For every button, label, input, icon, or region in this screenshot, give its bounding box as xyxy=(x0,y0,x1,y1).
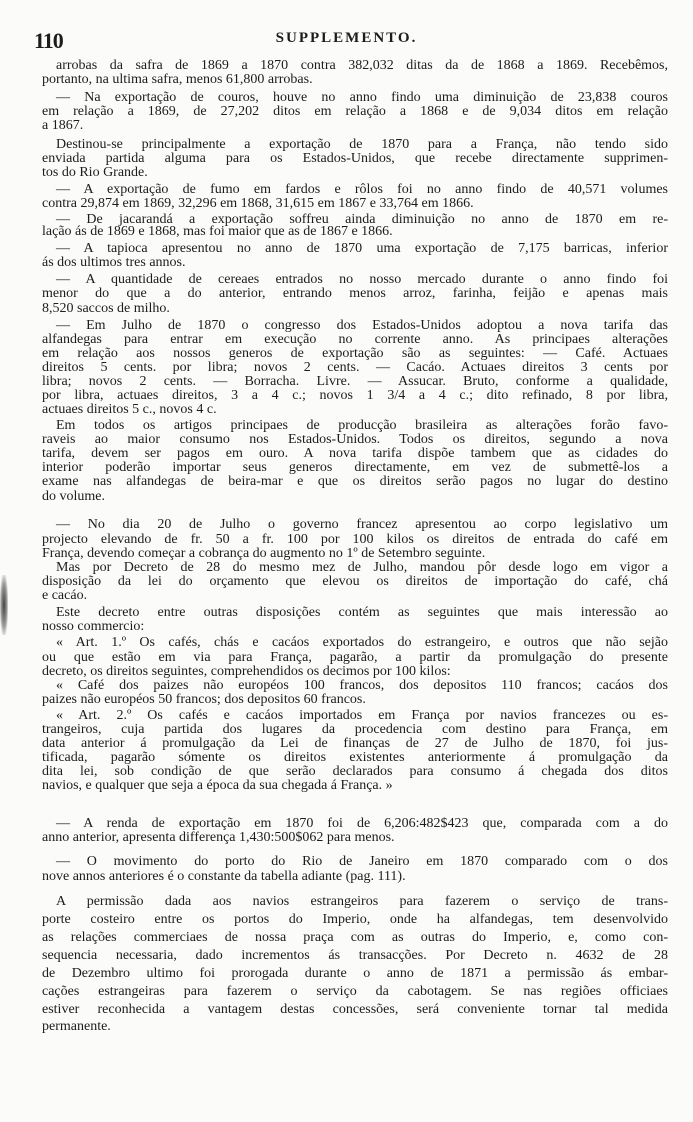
text-line xyxy=(42,984,668,1000)
line-text: — A renda de exportação em 1870 foi de 6,206:482$423 que, comparada com a do xyxy=(56,816,668,831)
line-text: « Café dos paizes não européos 100 francos, dos depositos 110 francos; cacáos dos xyxy=(56,678,668,693)
line-text: alfandegas para entrar em execução no corrente anno. As principaes alterações xyxy=(42,332,668,347)
text-line xyxy=(42,72,668,88)
line-text: e cacáo. xyxy=(42,588,88,603)
line-text: lação ás de 1869 e 1868, mas foi maior que as de 1867 e 1866. xyxy=(42,224,393,239)
text-line xyxy=(42,474,668,490)
line-text: 8,520 saccos de milho. xyxy=(42,301,170,316)
line-text: data anterior á promulgação da Lei de finanças de 27 de Julho de 1870, foi jus- xyxy=(42,736,668,751)
line-text: cações estrangeiras para fazerem o serviço da cabotagem. Se nas regiões officiaes xyxy=(42,984,668,999)
running-title: SUPPLEMENTO. xyxy=(275,30,418,46)
line-text: enviada partida alguma para os Estados-Unidos, que recebe directamente supprimen- xyxy=(42,151,668,166)
line-text: por libra, actuaes direitos, 3 a 4 c.; novos 1 3/4 a 4 c.; dito refinado, 8 por libra, xyxy=(42,388,668,403)
text-line xyxy=(42,165,668,181)
line-text: disposição da lei do orçamento que elevou os direitos de importação do café, chá xyxy=(42,574,668,589)
line-text: as relações commerciaes de nossa praça com as outras do Imperio, e, como con- xyxy=(42,930,668,945)
text-line xyxy=(42,489,668,505)
text-line xyxy=(42,966,668,982)
scan-smudge xyxy=(0,575,8,635)
text-line xyxy=(42,912,668,928)
line-text: nosso commercio: xyxy=(42,619,145,634)
line-text: direitos 5 cents. por libra; novos 2 cents. — Cacáo. Actuaes direitos 3 cents por xyxy=(42,360,668,375)
line-text: portanto, na ultima safra, menos 61,800 arrobas. xyxy=(42,72,313,87)
line-text: contra 29,874 em 1869, 32,296 em 1868, 31,615 em 1867 e 33,764 em 1866. xyxy=(42,196,474,211)
line-text: — A exportação de fumo em fardos e rôlos foi no anno findo de 40,571 volumes xyxy=(56,182,668,197)
line-text: a 1867. xyxy=(42,118,84,133)
text-line xyxy=(42,224,668,240)
text-line xyxy=(42,869,668,885)
line-text: — O movimento do porto do Rio de Janeiro em 1870 comparado com o dos xyxy=(56,854,668,869)
line-text: navios, e qualquer que seja a época da sua chegada á França. » xyxy=(42,778,393,793)
line-text: sequencia necessaria, dado incrementos ás transacções. Por Decreto n. 4632 de 28 xyxy=(42,948,668,963)
line-text: decreto, os direitos seguintes, comprehendidos os decimos por 100 kilos: xyxy=(42,664,451,679)
line-text: — De jacarandá a exportação soffreu ainda diminuição no anno de 1870 em re- xyxy=(56,212,668,227)
line-text: — Na exportação de couros, houve no anno findo uma diminuição de 23,838 couros xyxy=(56,90,668,105)
text-line xyxy=(42,1002,668,1018)
text-line xyxy=(42,778,668,794)
line-text: Mas por Decreto de 28 do mesmo mez de Julho, mandou pôr desde logo em vigor a xyxy=(56,560,668,575)
line-text: menor do que a do anterior, entrando menos arroz, farinha, feijão e apenas mais xyxy=(42,286,668,301)
line-text: tarifa, devem ser pagos em ouro. A nova tarifa dispõe tambem que as cidades do xyxy=(42,446,668,461)
text-line xyxy=(42,635,668,651)
line-text: projecto elevando de fr. 50 a fr. 100 por 100 kilos os direitos de entrada do café em xyxy=(42,532,668,547)
line-text: arrobas da safra de 1869 a 1870 contra 382,032 ditas da de 1868 a 1869. Recebêmos, xyxy=(56,58,668,73)
line-text: paizes não européos 50 francos; dos depositos 60 francos. xyxy=(42,692,366,707)
text-line xyxy=(42,588,668,604)
line-text: — A tapioca apresentou no anno de 1870 uma exportação de 7,175 barricas, inferior xyxy=(56,241,668,256)
text-line xyxy=(42,948,668,964)
line-text: ou que estão em via para França, pagarão, a partir da promulgação do presente xyxy=(42,650,668,665)
line-text: em relação a 1869, de 27,202 ditos em relação a 1868 e de 9,034 ditos em relação xyxy=(42,104,668,119)
line-text: dita lei, sob condição de que serão declarados para consumo á chegada dos ditos xyxy=(42,764,668,779)
line-text: Este decreto entre outras disposições contém as seguintes que mais interessão ao xyxy=(56,605,668,620)
line-text: exame nas alfandegas de beira-mar e que os direitos serão pagos no lugar do destino xyxy=(42,474,668,489)
text-line xyxy=(42,118,668,134)
text-line xyxy=(42,286,668,302)
text-line xyxy=(42,301,668,317)
text-line xyxy=(42,930,668,946)
page-number: 110 xyxy=(34,28,63,53)
text-line xyxy=(42,830,668,846)
text-line xyxy=(42,854,668,870)
text-line xyxy=(42,619,668,635)
line-text: interior poderão importar seus generos directamente, em vez de submettê-los a xyxy=(42,460,668,475)
text-line xyxy=(42,517,668,533)
line-text: ás dos ultimos tres annos. xyxy=(42,255,186,270)
line-text: tos do Rio Grande. xyxy=(42,165,148,180)
line-text: anno anterior, apresenta differença 1,430:500$062 para menos. xyxy=(42,830,395,845)
line-text: de Dezembro ultimo foi prorogada durante o anno de 1871 a permissão ás embar- xyxy=(42,966,668,981)
line-text: — Em Julho de 1870 o congresso dos Estados-Unidos adoptou a nova tarifa das xyxy=(56,318,668,333)
line-text: do volume. xyxy=(42,489,105,504)
line-text: raveis ao maior consumo nos Estados-Unidos. Todos os direitos, segundo a nova xyxy=(42,432,668,447)
line-text: em relação aos nossos generos de exportação são as seguintes: — Café. Actuaes xyxy=(42,346,668,361)
line-text: estiver reconhecida a vantagem destas concessões, será conveniente tornar tal medida xyxy=(42,1002,668,1017)
line-text: permanente. xyxy=(42,1019,111,1034)
line-text: — No dia 20 de Julho o governo francez apresentou ao corpo legislativo um xyxy=(56,517,668,532)
text-line xyxy=(42,1019,668,1035)
line-text: actuaes direitos 5 c., novos 4 c. xyxy=(42,402,217,417)
text-line xyxy=(42,894,668,910)
line-text: — A quantidade de cereaes entrados no nosso mercado durante o anno findo foi xyxy=(56,272,668,287)
text-line xyxy=(42,692,668,708)
line-text: libra; novos 2 cents. — Borracha. Livre. — Assucar. Bruto, conforme a qualidade, xyxy=(42,374,668,389)
line-text: nove annos anteriores é o constante da tabella adiante (pag. 111). xyxy=(42,869,406,884)
text-line xyxy=(42,255,668,271)
line-text: Em todos os artigos principaes de producção brasileira as alterações forão favo- xyxy=(56,418,668,433)
line-text: A permissão dada aos navios estrangeiros para fazerem o serviço de trans- xyxy=(56,894,668,909)
line-text: França, devendo começar a cobrança do augmento no 1º de Setembro seguinte. xyxy=(42,546,486,561)
line-text: trangeiros, cuja partida dos lugares da procedencia com destino para França, em xyxy=(42,722,668,737)
line-text: « Art. 1.º Os cafés, chás e cacáos exportados do estrangeiro, e outros que não sejão xyxy=(56,635,668,650)
line-text: tificada, pagarão sómente os direitos existentes anteriormente á promulgação da xyxy=(42,750,668,765)
line-text: Destinou-se principalmente a exportação de 1870 para a França, não tendo sido xyxy=(56,137,668,152)
text-line xyxy=(42,402,668,418)
text-line xyxy=(42,196,668,212)
line-text: « Art. 2.º Os cafés e cacáos importados em França por navios francezes ou es- xyxy=(56,708,668,723)
line-text: porte costeiro entre os portos do Imperio, onde ha alfandegas, tem desenvolvido xyxy=(42,912,668,927)
